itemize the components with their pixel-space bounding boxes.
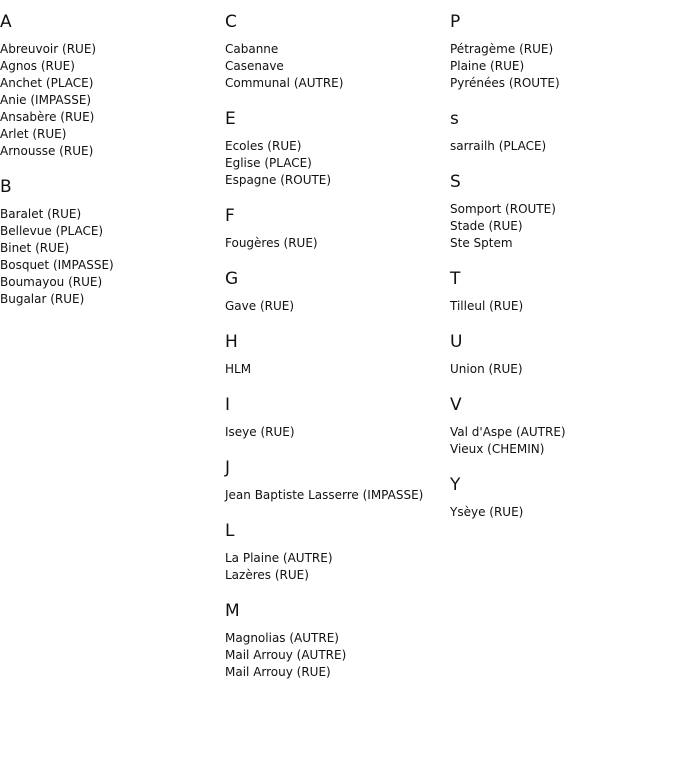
section-letter: H — [225, 332, 238, 352]
street-item[interactable]: Somport (ROUTE) — [450, 202, 556, 216]
street-list — [225, 487, 450, 504]
street-list — [225, 630, 450, 681]
section-letter: S — [450, 172, 461, 192]
street-item[interactable]: Baralet (RUE) — [0, 207, 82, 221]
street-list — [450, 41, 675, 92]
street-item[interactable]: Ecoles (RUE) — [225, 139, 302, 153]
section-s — [450, 171, 675, 252]
section-letter: L — [225, 521, 235, 541]
street-list — [450, 201, 675, 252]
street-list — [450, 361, 675, 378]
street-item[interactable]: Pyrénées (ROUTE) — [450, 76, 560, 90]
section-letter: J — [225, 458, 231, 478]
street-item[interactable]: Mail Arrouy (AUTRE) — [225, 648, 347, 662]
street-item[interactable]: Ysèye (RUE) — [450, 505, 524, 519]
section-m — [225, 600, 450, 681]
section-letter: B — [0, 177, 12, 197]
section-t — [450, 268, 675, 315]
street-list — [450, 138, 675, 155]
column-1 — [0, 0, 225, 308]
street-item[interactable]: Espagne (ROUTE) — [225, 173, 332, 187]
street-item[interactable]: HLM — [225, 362, 252, 376]
section-letter: A — [0, 12, 12, 32]
section-j — [225, 457, 450, 504]
street-item[interactable]: Boumayou (RUE) — [0, 275, 103, 289]
section-letter: Y — [450, 475, 461, 495]
section-i — [225, 394, 450, 441]
street-item[interactable]: Communal (AUTRE) — [225, 76, 344, 90]
street-item[interactable]: Arnousse (RUE) — [0, 144, 94, 158]
section-f — [225, 205, 450, 252]
section-b — [0, 176, 225, 308]
section-u — [450, 331, 675, 378]
section-letter: F — [225, 206, 235, 226]
street-item[interactable]: Anchet (PLACE) — [0, 76, 94, 90]
section-e — [225, 108, 450, 189]
street-item[interactable]: Bellevue (PLACE) — [0, 224, 104, 238]
street-item[interactable]: Casenave — [225, 59, 284, 73]
street-item[interactable]: Anie (IMPASSE) — [0, 93, 92, 107]
street-list — [225, 298, 450, 315]
street-item[interactable]: Magnolias (AUTRE) — [225, 631, 339, 645]
street-item[interactable]: Abreuvoir (RUE) — [0, 42, 97, 56]
street-item[interactable]: Fougères (RUE) — [225, 236, 318, 250]
street-item[interactable]: Lazères (RUE) — [225, 568, 309, 582]
street-list — [225, 138, 450, 189]
section-y — [450, 474, 675, 521]
street-item[interactable]: Eglise (PLACE) — [225, 156, 312, 170]
section-letter: P — [450, 12, 461, 32]
street-item[interactable]: Plaine (RUE) — [450, 59, 525, 73]
section-p — [450, 11, 675, 92]
column-3 — [450, 0, 675, 521]
street-item[interactable]: Agnos (RUE) — [0, 59, 75, 73]
section-h — [225, 331, 450, 378]
column-2 — [225, 0, 450, 681]
street-item[interactable]: Vieux (CHEMIN) — [450, 442, 545, 456]
street-list — [0, 41, 225, 160]
street-item[interactable]: Iseye (RUE) — [225, 425, 295, 439]
street-item[interactable]: Gave (RUE) — [225, 299, 295, 313]
street-item[interactable]: Bugalar (RUE) — [0, 292, 85, 306]
street-list — [225, 41, 450, 92]
street-list — [225, 235, 450, 252]
street-list — [450, 298, 675, 315]
street-list — [450, 424, 675, 458]
street-item[interactable]: Val d'Aspe (AUTRE) — [450, 425, 566, 439]
street-item[interactable]: Jean Baptiste Lasserre (IMPASSE) — [225, 488, 424, 502]
street-list — [450, 504, 675, 521]
street-item[interactable]: Stade (RUE) — [450, 219, 523, 233]
street-list — [225, 424, 450, 441]
section-letter: I — [225, 395, 231, 415]
street-item[interactable]: Ansabère (RUE) — [0, 110, 95, 124]
section-letter: s — [450, 109, 459, 129]
section-letter: M — [225, 601, 240, 621]
street-item[interactable]: Mail Arrouy (RUE) — [225, 665, 331, 679]
street-list — [225, 550, 450, 584]
section-a — [0, 11, 225, 160]
section-letter: G — [225, 269, 239, 289]
street-item[interactable]: Arlet (RUE) — [0, 127, 67, 141]
section-c — [225, 11, 450, 92]
section-letter: V — [450, 395, 462, 415]
street-item[interactable]: Tilleul (RUE) — [450, 299, 524, 313]
street-item[interactable]: Cabanne — [225, 42, 279, 56]
section-letter: C — [225, 12, 237, 32]
section-letter: U — [450, 332, 463, 352]
section-letter: T — [450, 269, 461, 289]
street-item[interactable]: sarrailh (PLACE) — [450, 139, 547, 153]
street-item[interactable]: La Plaine (AUTRE) — [225, 551, 333, 565]
street-item[interactable]: Pétragème (RUE) — [450, 42, 554, 56]
street-item[interactable]: Bosquet (IMPASSE) — [0, 258, 114, 272]
street-item[interactable]: Ste Sptem — [450, 236, 513, 250]
section-s-lower — [450, 108, 675, 155]
section-letter: E — [225, 109, 236, 129]
street-item[interactable]: Binet (RUE) — [0, 241, 70, 255]
street-item[interactable]: Union (RUE) — [450, 362, 523, 376]
section-l — [225, 520, 450, 584]
street-list — [225, 361, 450, 378]
street-list — [0, 206, 225, 308]
section-v — [450, 394, 675, 458]
section-g — [225, 268, 450, 315]
